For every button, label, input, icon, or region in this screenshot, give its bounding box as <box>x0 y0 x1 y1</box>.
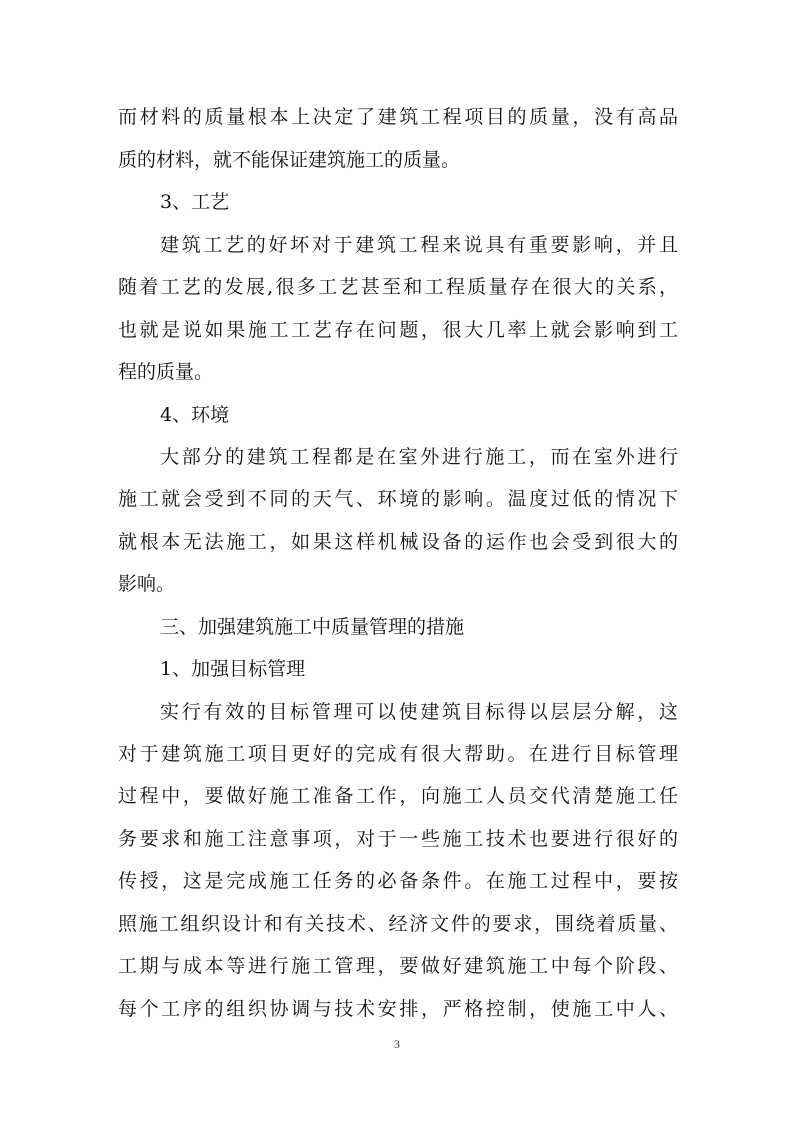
subsection-heading: 1、加强目标管理 <box>160 658 306 680</box>
text-line: 影响。 <box>118 573 176 595</box>
text-line: 也就是说如果施工工艺存在问题，很大几率上就会影响到工 <box>118 319 678 341</box>
paragraph-first-line: 实行有效的目标管理可以使建筑目标得以层层分解，这 <box>160 701 678 723</box>
text-line: 随着工艺的发展,很多工艺甚至和工程质量存在很大的关系， <box>118 276 678 298</box>
paragraph-first-line: 建筑工艺的好坏对于建筑工程来说具有重要影响，并且 <box>160 234 678 256</box>
text-line: 传授，这是完成施工任务的必备条件。在施工过程中，要按 <box>118 870 678 892</box>
text-line: 每个工序的组织协调与技术安排，严格控制，使施工中人、 <box>118 998 678 1020</box>
text-line: 就根本无法施工，如果这样机械设备的运作也会受到很大的 <box>118 531 678 553</box>
paragraph-first-line: 大部分的建筑工程都是在室外进行施工，而在室外进行 <box>160 446 678 468</box>
page-number: 3 <box>394 1037 400 1051</box>
section-heading: 4、环境 <box>160 404 230 426</box>
text-line: 过程中，要做好施工准备工作，向施工人员交代清楚施工任 <box>118 785 678 807</box>
text-line: 照施工组织设计和有关技术、经济文件的要求，围绕着质量、 <box>118 913 678 935</box>
text-line: 对于建筑施工项目更好的完成有很大帮助。在进行目标管理 <box>118 743 678 765</box>
text-line: 而材料的质量根本上决定了建筑工程项目的质量，没有高品 <box>118 106 678 128</box>
section-heading: 3、工艺 <box>160 191 230 213</box>
text-line: 质的材料，就不能保证建筑施工的质量。 <box>118 149 461 171</box>
text-line: 务要求和施工注意事项，对于一些施工技术也要进行很好的 <box>118 828 678 850</box>
text-line: 程的质量。 <box>118 361 214 383</box>
text-line: 施工就会受到不同的天气、环境的影响。温度过低的情况下 <box>118 488 678 510</box>
section-heading: 三、加强建筑施工中质量管理的措施 <box>160 616 465 638</box>
text-line: 工期与成本等进行施工管理，要做好建筑施工中每个阶段、 <box>118 955 678 977</box>
